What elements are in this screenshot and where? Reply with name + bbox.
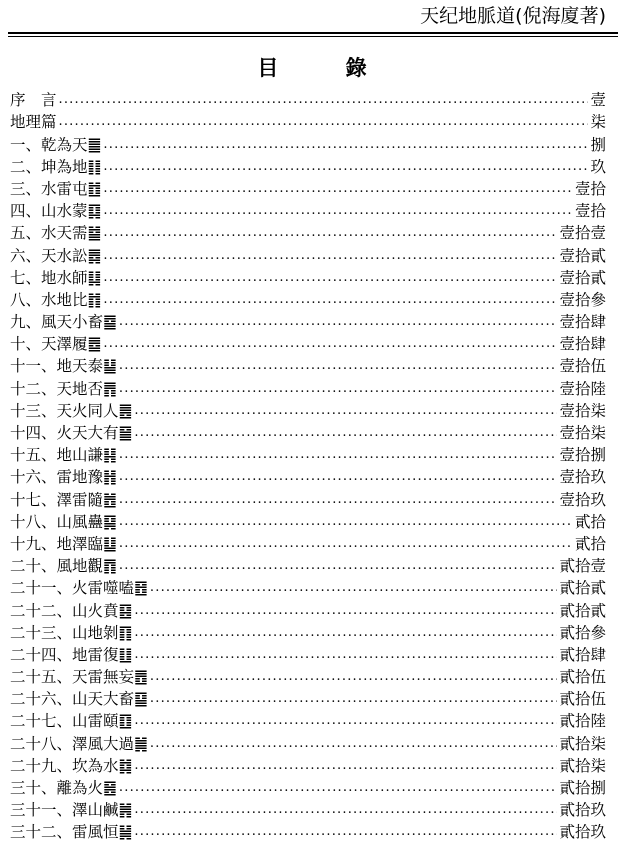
toc-entry[interactable] [10, 199, 606, 221]
toc-leader-dots [150, 667, 558, 687]
toc-entry[interactable] [10, 598, 606, 620]
toc-entry-label: 十一、地天泰䷊ [10, 357, 117, 376]
toc-leader-dots [150, 578, 558, 598]
toc-entry[interactable] [10, 443, 606, 465]
toc-entry-page: 貳拾柒 [559, 756, 606, 775]
toc-leader-dots [150, 689, 558, 709]
toc-entry-label: 二十四、地雷復䷗ [10, 645, 133, 664]
toc-entry-label: 二、坤為地䷁ [10, 157, 102, 176]
toc-entry-label: 二十七、山雷頤䷚ [10, 712, 133, 731]
toc-leader-dots [119, 356, 558, 376]
toc-entry[interactable] [10, 354, 606, 376]
toc-entry-page: 貳拾伍 [559, 690, 606, 709]
toc-leader-dots [134, 756, 557, 776]
toc-entry[interactable] [10, 798, 606, 820]
toc-leader-dots [119, 490, 558, 510]
toc-entry-page: 壹拾肆 [559, 313, 606, 332]
toc-entry-label: 十、天澤履䷉ [10, 335, 102, 354]
toc-entry-label: 四、山水蒙䷃ [10, 202, 102, 221]
toc-leader-dots [59, 112, 589, 132]
toc-entry-label: 二十三、山地剝䷖ [10, 623, 133, 642]
toc-entry-label: 五、水天需䷄ [10, 224, 102, 243]
toc-entry-page: 壹拾柒 [559, 424, 606, 442]
toc-entry-page: 壹拾參 [559, 290, 606, 309]
toc-entry-label: 二十九、坎為水䷜ [10, 756, 133, 775]
toc-entry-page: 壹拾貳 [559, 268, 606, 287]
toc-entry[interactable] [10, 731, 606, 753]
toc-entry-page: 貳拾伍 [559, 668, 606, 687]
toc-entry-page: 壹拾伍 [559, 357, 606, 376]
toc-entry[interactable] [10, 399, 606, 421]
toc-entry[interactable] [10, 266, 606, 288]
toc-leader-dots [119, 312, 558, 332]
toc-entry-label: 三十二、雷風恒䷟ [10, 823, 133, 842]
toc-leader-dots [119, 467, 558, 487]
toc-leader-dots [134, 822, 557, 842]
toc-leader-dots [119, 778, 558, 798]
toc-entry-page: 貳拾貳 [559, 579, 606, 598]
toc-entry-label: 三、水雷屯䷂ [10, 179, 102, 198]
toc-entry[interactable] [10, 554, 606, 576]
toc-entry-page: 貳拾貳 [559, 601, 606, 620]
header-rule-thick [8, 32, 618, 34]
toc-entry-page: 壹拾肆 [559, 335, 606, 354]
toc-entry-label: 六、天水訟䷅ [10, 246, 102, 265]
toc-entry[interactable] [10, 687, 606, 709]
toc-entry-label: 二十一、火雷噬嗑䷔ [10, 579, 148, 598]
toc-entry-page: 貳拾參 [559, 623, 606, 642]
toc-entry[interactable] [10, 221, 606, 243]
toc-entry[interactable] [10, 776, 606, 798]
toc-entry-page: 壹拾貳 [559, 246, 606, 265]
toc-entry-page: 貳拾捌 [559, 779, 606, 797]
toc-entry[interactable] [10, 332, 606, 354]
toc-entry-label: 二十、風地觀䷓ [10, 557, 117, 576]
toc-leader-dots [134, 623, 557, 643]
toc-leader-dots [103, 201, 573, 221]
toc-entry-label: 十六、雷地豫䷏ [10, 468, 117, 487]
toc-entry-page: 壹 [590, 91, 606, 110]
toc-entry-page: 壹拾 [574, 179, 606, 198]
toc-leader-dots [103, 268, 557, 288]
toc-leader-dots [150, 734, 558, 754]
toc-leader-dots [103, 334, 557, 354]
header-rule-thin [8, 36, 618, 37]
toc-leader-dots [119, 512, 573, 532]
toc-entry-page: 貳拾陸 [559, 712, 606, 731]
toc-leader-dots [103, 290, 557, 310]
toc-entry[interactable] [10, 110, 606, 132]
toc-entry-page: 貳拾 [574, 512, 606, 531]
toc-entry[interactable] [10, 621, 606, 643]
table-of-contents [10, 88, 606, 842]
toc-entry-label: 二十二、山火賁䷕ [10, 601, 133, 620]
page-title: 目 錄 [257, 56, 397, 80]
toc-entry[interactable] [10, 132, 606, 154]
toc-entry-page: 壹拾柒 [559, 401, 606, 420]
toc-entry-page: 貳拾玖 [559, 801, 606, 820]
toc-entry[interactable] [10, 487, 606, 509]
toc-entry[interactable] [10, 155, 606, 177]
toc-entry[interactable] [10, 643, 606, 665]
toc-entry-label: 十九、地澤臨䷒ [10, 534, 117, 553]
toc-entry-label: 二十六、山天大畜䷙ [10, 690, 148, 709]
toc-entry-label: 七、地水師䷆ [10, 268, 102, 287]
toc-leader-dots [134, 645, 557, 665]
toc-entry-label: 十二、天地否䷋ [10, 379, 117, 398]
toc-entry[interactable] [10, 709, 606, 731]
toc-entry[interactable] [10, 243, 606, 265]
toc-entry-label: 八、水地比䷇ [10, 290, 102, 309]
toc-leader-dots [103, 157, 588, 177]
toc-entry-page: 貳拾肆 [559, 645, 606, 664]
toc-entry-label: 十三、天火同人䷌ [10, 401, 133, 420]
toc-entry-page: 貳拾壹 [559, 557, 606, 576]
toc-leader-dots [103, 135, 588, 155]
toc-entry-page: 壹拾玖 [559, 490, 606, 509]
toc-leader-dots [119, 534, 573, 554]
toc-entry-page: 壹拾捌 [559, 446, 606, 465]
toc-entry-page: 貳拾 [574, 534, 606, 553]
toc-leader-dots [59, 90, 589, 110]
toc-entry-page: 壹拾 [574, 202, 606, 221]
toc-entry[interactable] [10, 310, 606, 332]
toc-entry[interactable] [10, 820, 606, 842]
toc-entry-label: 十四、火天大有䷍ [10, 424, 133, 442]
toc-leader-dots [119, 379, 558, 399]
toc-entry-page: 玖 [590, 157, 606, 176]
toc-entry-label: 二十五、天雷無妄䷘ [10, 668, 148, 687]
toc-entry-label: 三十一、澤山鹹䷞ [10, 801, 133, 820]
toc-entry-label: 地理篇 [10, 113, 57, 132]
toc-entry[interactable] [10, 376, 606, 398]
toc-entry[interactable] [10, 532, 606, 554]
toc-entry[interactable] [10, 288, 606, 310]
toc-entry-label: 序 言 [10, 91, 57, 110]
toc-leader-dots [103, 223, 557, 243]
toc-entry-label: 十七、澤雷隨䷐ [10, 490, 117, 509]
toc-entry-label: 九、風天小畜䷈ [10, 313, 117, 332]
toc-entry-page: 壹拾陸 [559, 379, 606, 398]
toc-leader-dots [119, 556, 558, 576]
toc-entry-label: 十五、地山謙䷎ [10, 446, 117, 465]
toc-entry[interactable] [10, 510, 606, 532]
toc-entry-label: 一、乾為天䷀ [10, 135, 102, 154]
toc-entry-page: 貳拾玖 [559, 823, 606, 842]
toc-leader-dots [103, 246, 557, 266]
toc-entry-page: 柒 [590, 113, 606, 132]
toc-entry-label: 二十八、澤風大過䷛ [10, 734, 148, 753]
toc-entry[interactable] [10, 465, 606, 487]
toc-entry[interactable] [10, 177, 606, 199]
toc-entry-page: 壹拾壹 [559, 224, 606, 243]
toc-leader-dots [103, 179, 573, 199]
toc-entry-page: 捌 [590, 135, 606, 154]
toc-leader-dots [134, 423, 557, 443]
toc-leader-dots [134, 401, 557, 421]
toc-entry-page: 壹拾玖 [559, 468, 606, 487]
toc-leader-dots [134, 711, 557, 731]
toc-entry[interactable] [10, 88, 606, 110]
toc-leader-dots [134, 601, 557, 621]
toc-entry[interactable] [10, 421, 606, 443]
toc-entry[interactable] [10, 665, 606, 687]
toc-entry-page: 貳拾柒 [559, 734, 606, 753]
toc-leader-dots [134, 800, 557, 820]
toc-entry-label: 十八、山風蠱䷑ [10, 512, 117, 531]
toc-leader-dots [119, 445, 558, 465]
book-header: 天纪地脈道(倪海廈著) [420, 5, 606, 27]
toc-entry[interactable] [10, 754, 606, 776]
toc-entry-label: 三十、離為火䷝ [10, 779, 117, 797]
toc-entry[interactable] [10, 576, 606, 598]
